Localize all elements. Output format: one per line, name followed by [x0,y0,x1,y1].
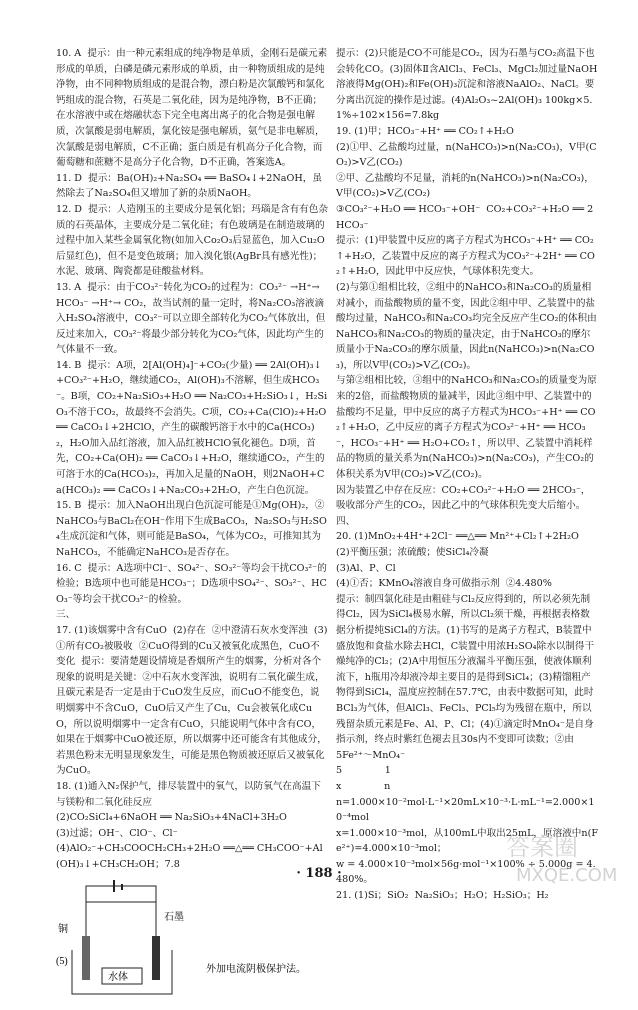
calc-line-4: n=1.000×10⁻²mol·L⁻¹×20mL×10⁻³·L·mL⁻¹=2.000×10⁻⁴mol [336,796,595,824]
answer-17: 17. (1)该烟雾中含有CuO (2)存在 ②中澄清石灰水变浑浊 (3)①所有CO₂被吸收 ②CuO得到的Cu又被氧化成黑色，CuO不变化 提示：要清楚题设情境是香烟所产生的烟雾，分析对各个现象的说明是关键：②中石灰水变浑浊，说明有二氧化碳生成，且碳元素是否一定是由于CuO发生反应，而CuO不能变色，说明烟雾中不含CuO，CuO后又产生了Cu，Cu会被氧化成CuO，所以说明烟雾中一定含有CuO，只能说明气体中含有CO，如果在于烟雾中CuO被还原，所以烟雾中还可能含有其他成分，若黑色粉末无明显现象发生，可能是黑色物质被还原后又被氧化为CuO。 [56,624,328,777]
graphite-electrode [152,936,160,980]
electrolysis-svg [56,876,328,1004]
right-column [336,46,598,904]
hint-19-4: 因为装置乙中存在反应：CO₂+CO₃²⁻+H₂O ══ 2HCO₃⁻，吸收部分产生的CO₂，因此乙中的气球体积先变大后缩小。 [336,484,591,512]
answer-20-3: (3)Al、P、Cl [336,562,396,574]
left-column [56,46,328,1008]
calc-line-2: 5 1 [336,765,391,777]
part-label: (5) [56,956,68,968]
answer-14: 14. B 提示：A项，2[Al(OH)₄]⁻+CO₂(少量) ══ 2Al(OH)₃↓+CO₃²⁻+H₂O，继续通CO₂，Al(OH)₃不溶解，但生成HCO₃⁻。B项，CO₂+Na₂SiO₃+H₂O ══ Na₂CO₃+H₂SiO₃↓，H₂SiO₃不溶于CO₂，故最终不会消失。C项，CO₂+Ca(ClO)₂+H₂O ══ CaCO₃↓+2HClO，产生的碳酸钙溶于水中的Ca(HCO₃)₂，H₂O加入品红溶液，加入品红被HClO氧化褪色。D项，首先，CO₂+Ca(OH)₂ ══ CaCO₃↓+H₂O，继续通CO₂，产生的可溶于水的Ca(HCO₃)₂，再加入足量的NaOH，则2NaOH+Ca(HCO₃)₂ ══ CaCO₃↓+Na₂CO₃+2H₂O，产生白色沉淀。 [56,359,330,496]
calc-line-5: x=1.000×10⁻³mol，从100mL中取出25mL，原溶液中n(Fe²⁺)=4.000×10⁻³mol； [336,827,598,855]
water-label: 水体 [108,972,128,984]
answer-15: 15. B 提示：加入NaOH出现白色沉淀可能是①Mg(OH)₂，②NaHCO₃与BaCl₂在OH⁻作用下生成BaCO₃，Na₂SO₃与H₂SO₄生成沉淀和气体，则可能是BaSO₄，气体为CO₂，可推知其为NaHCO₃，不能确定NaHCO₃是否存在。 [56,500,327,558]
protection-answer: 外加电流阴极保护法。 [206,964,306,976]
answer-18-2: (2)CO₂SiCl₄+6NaOH ══ Na₂SiO₃+4NaCl+3H₂O [56,812,287,824]
calc-line-1: 5Fe²⁺～MnO₄⁻ [336,749,406,761]
hint-18: 提示：(2)只能是CO不可能是CO₂，因为石墨与CO₂高温下也会转化CO。(3)固体Ⅱ含AlCl₃、FeCl₃、MgCl₂加过量NaOH溶液得Mg(OH)₂和Fe(OH)₃沉淀和溶液NaAlO₂、NaCl。要分离出沉淀的操作是过滤。(4)Al₂O₃~2Al(OH)₃ 100kg×5.1%÷102×156=7.8kg [336,48,598,122]
answer-11: 11. D 提示：Ba(OH)₂+Na₂SO₄ ══ BaSO₄↓+2NaOH，虽然除去了Na₂SO₄但又增加了新的杂质NaOH。 [56,172,322,200]
calc-line-6: w = 4.000×10⁻³mol×56g·mol⁻¹×100% ÷ 5.000g = 4.480%。 [336,858,596,886]
answer-20-4: (4)①否；KMnO₄溶液自身可做指示剂 ②4.480% [336,578,552,590]
svg-text:MXQE.COM: MXQE.COM [516,865,618,886]
answer-16: 16. C 提示：A选项中Cl⁻、SO₄²⁻、SO₃²⁻等均会干扰CO₃²⁻的检验；B选项中也可能是HCO₃⁻；D选项中SO₄²⁻、SO₃²⁻、HCO₃⁻等均会干扰CO₃²⁻的检验。 [56,562,327,605]
answer-10: 10. A 提示：由一种元素组成的纯净物是单质，金刚石是碳元素形成的单质，白磷是磷元素形成的单质，由一种物质组成的是纯净物，由不同种物质组成的是混合物，漂白粉是次氯酸钙和氯化钙组成的混合物，石英是二氧化硅，因为是纯净物，B不正确；在水溶液中或在熔融状态下完全电离出离子的化合物是强电解质，次氯酸是弱电解质，氯化铵是强电解质，氨气是非电解质，次氯酸是弱电解质，C不正确；蛋白质是有机高分子化合物，而葡萄糖和蔗糖不是高分子化合物，D不正确，答案选A。 [56,48,328,169]
hint-19-1: 提示：(1)甲装置中反应的离子方程式为HCO₃⁻+H⁺ ══ CO₂↑+H₂O，乙装置中反应的离子方程式为CO₃²⁻+2H⁺ ══ CO₂↑+H₂O，因此甲中反应快，气球体积先变大。 [336,235,595,278]
calc-line-3: x n [336,780,391,792]
hint-19-3: 与第②组相比较，③组中的NaHCO₃和Na₂CO₃的质量变为原来的2倍，而盐酸物质的量减半，因此③组中甲、乙装置中的盐酸均不足量，甲中反应的离子方程式为HCO₃⁻+H⁺ ══ CO₂↑+H₂O，乙中反应的离子方程式为CO₃²⁻+H⁺ ══ HCO₃⁻，HCO₃⁻+H⁺ ══ H₂O+CO₂↑，所以甲、乙装置中消耗样品的物质的量关系为n(NaHCO₃)>n(Na₂CO₃)，产生CO₂的体积关系为V甲(CO₂)>V乙(CO₂)。 [336,375,597,481]
watermark-logo [502,825,624,887]
answer-18-3: (3)过滤；OH⁻、ClO⁻、Cl⁻ [56,827,178,839]
answer-20-1: 20. (1)MnO₂+4H⁺+2Cl⁻ ══△══ Mn²⁺+Cl₂↑+2H₂O [336,531,579,543]
answer-19-2b: ②甲、乙盐酸均不足量，消耗的n(NaHCO₃)>n(Na₂CO₃)，V甲(CO₂)>V乙(CO₂) [336,172,594,200]
graphite-label: 石墨 [164,912,184,924]
answer-13: 13. A 提示：由于CO₃²⁻转化为CO₂的过程为：CO₃²⁻ →H⁺→ HCO₃⁻ →H⁺→ CO₂，故当试剂的量一定时，将Na₂CO₃溶液滴入H₂SO₄溶液中，CO₃²⁻可以立即全部转化为CO₂气体放出，但反过来加入，CO₃²⁻将最少部分转化为CO₂气体，因此均产生的气体量不一致。 [56,281,326,356]
answer-19-1: 19. (1)甲；HCO₃⁻+H⁺ ══ CO₂↑+H₂O [336,125,514,137]
answer-12: 12. D 提示：人造刚玉的主要成分是氧化铝；玛瑙是含有有色杂质的石英晶体，主要成分是二氧化硅；有色玻璃是在制造玻璃的过程中加入某些金属氧化物(如加入Co₂O₃后显蓝色，加入Cu₂O后显红色)，但不是变色玻璃；加入溴化银(AgBr具有感光性)；水泥、玻璃、陶瓷都是硅酸盐材料。 [56,203,328,278]
page-number: · 188 · [296,866,342,881]
section-four: 四、 [336,515,356,527]
answer-19-3: ③CO₃²⁻+H₂O ══ HCO₃⁻+OH⁻ CO₂+CO₃²⁻+H₂O ══ 2HCO₃⁻ [336,203,594,231]
copper-label: 铜 [58,924,68,936]
answer-18-4: (4)AlO₂⁻+CH₃COOCH₂CH₃+2H₂O ══△══ CH₃COO⁻+Al(OH)₃↓+CH₃CH₂OH；7.8 [56,843,323,870]
answer-18-1: 18. (1)通入N₂保护气，排尽装置中的氧气，以防氧气在高温下与镁粉和二氧化硅反应 [56,780,321,808]
section-three: 三、 [56,609,76,621]
answer-19-2a: (2)①甲、乙盐酸均过量，n(NaHCO₃)>n(Na₂CO₃)，V甲(CO₂)>V乙(CO₂) [336,141,597,169]
answer-21: 21. (1)Si；SiO₂ Na₂SiO₃；H₂O；H₂SiO₃；H₂ [336,890,549,902]
svg-text:答案圈: 答案圈 [506,833,578,861]
hint-19-2: (2)与第①组相比较，②组中的NaHCO₃和Na₂CO₃的质量相对减小，而盐酸物质的量不变，因此②组中甲、乙装置中的盐酸均过量，NaHCO₃和Na₂CO₃均完全反应产生CO₂的体积由NaHCO₃和Na₂CO₃的物质的量决定，由于NaHCO₃的摩尔质量小于Na₂CO₃的摩尔质量，因此n(NaHCO₃)>n(Na₂CO₃)，所以V甲(CO₂)>V乙(CO₂)。 [336,281,597,371]
copper-electrode [82,936,90,980]
answer-20-2: (2)平衡压强；浓硫酸；使SiCl₄冷凝 [336,547,489,558]
electrolysis-diagram [56,876,328,1004]
hint-20: 提示：制四氯化硅是由粗硅与Cl₂反应得到的，所以必须先制得Cl₂，因为SiCl₄极易水解，所以Cl₂须干燥，再根据表格数据分析提纯SiCl₄的方法。(1)书写的是离子方程式，B装置中盛放饱和食盐水除去HCl，C装置中用浓H₂SO₄除水以制得干燥纯净的Cl₂；(2)A中用恒压分液漏斗平衡压强，使液体顺利流下，h瓶用冷却液冷却主要目的是得到SiCl₄；(3)精馏粗产物得到SiCl₄，温度应控制在57.7℃，由表中数据可知，此时BCl₃为气体，但AlCl₃、FeCl₃、PCl₅均为残留在瓶中，所以残留杂质元素是Fe、Al、P、Cl；(4)①滴定时MnO₄⁻是自身指示剂，终点时紫红色褪去且30s内不变即可读数；②由 [336,593,595,746]
